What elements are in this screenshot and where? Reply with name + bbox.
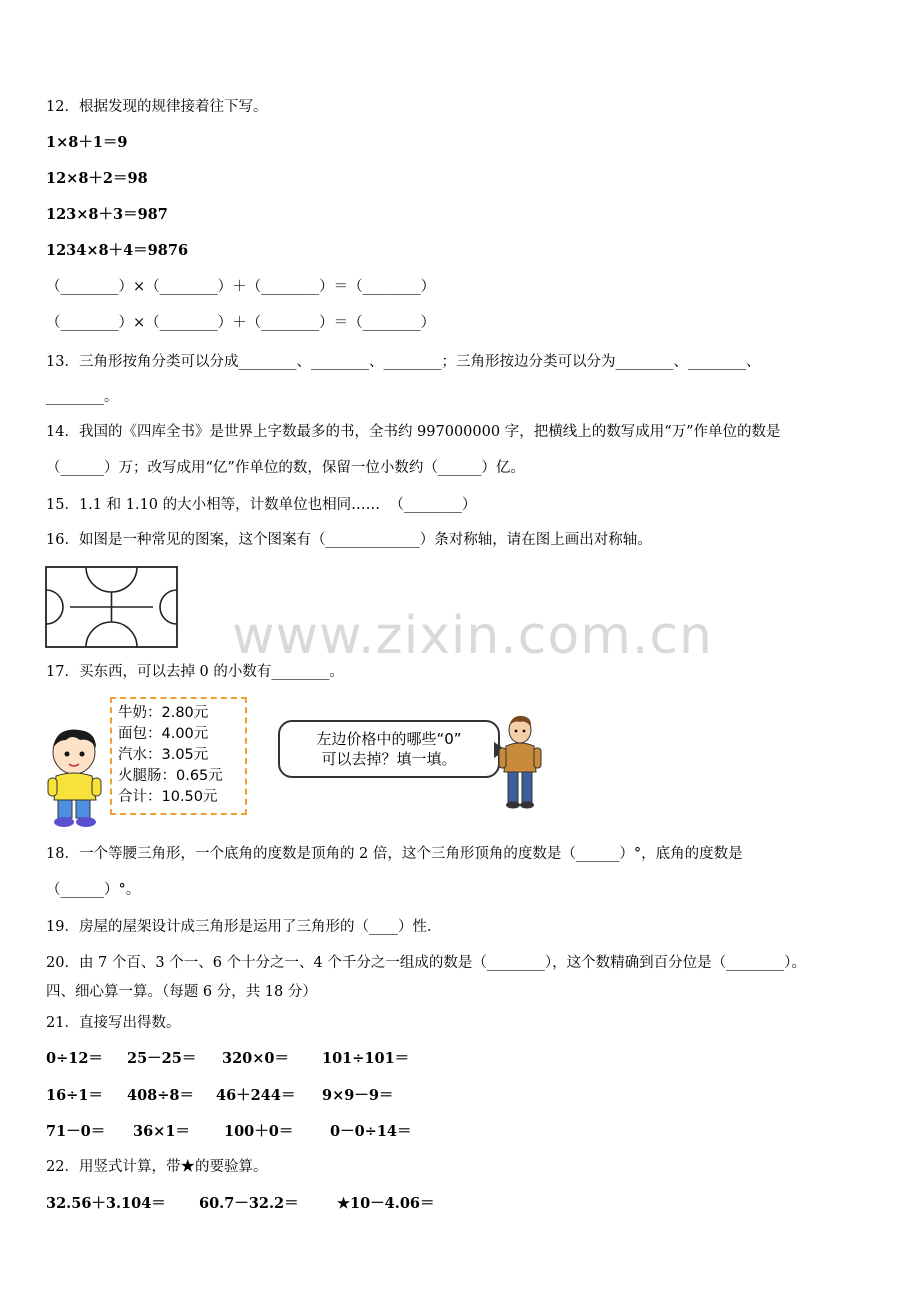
watermark: www.zixin.com.cn xyxy=(232,606,713,666)
q21-r2-c2[interactable]: 408÷8＝ xyxy=(127,1087,195,1104)
q21-r1-c3[interactable]: 320×0＝ xyxy=(222,1050,290,1067)
q13-line-1[interactable]: 13．三角形按角分类可以分成________、________、________；三角形按边分类可以分为________、________、 xyxy=(46,354,761,370)
q16-text[interactable]: 16．如图是一种常见的图案，这个图案有（_____________）条对称轴，请在图上画出对称轴。 xyxy=(46,532,652,548)
price-item-bread: 面包：4.00元 xyxy=(118,726,209,742)
q12-blank-row-2[interactable]: （________）×（________）＋（________）＝（________） xyxy=(46,315,436,331)
q12-row-4: 1234×8＋4＝9876 xyxy=(46,242,189,259)
boy-illustration xyxy=(44,726,106,830)
q22-item-2[interactable]: 60.7－32.2＝ xyxy=(199,1195,299,1212)
q22-prompt: 22．用竖式计算，带★的要验算。 xyxy=(46,1159,268,1175)
q21-r1-c4[interactable]: 101÷101＝ xyxy=(322,1050,410,1067)
q12-prompt: 12．根据发现的规律接着往下写。 xyxy=(46,99,268,115)
q14-line-1: 14．我国的《四库全书》是世界上字数最多的书，全书约 997000000 字，把横线上的数写成用“万”作单位的数是 xyxy=(46,424,781,440)
teacher-illustration xyxy=(498,714,542,810)
q18-line-2[interactable]: （______）°。 xyxy=(46,882,141,898)
q22-item-3[interactable]: ★10－4.06＝ xyxy=(337,1195,435,1212)
q18-line-1[interactable]: 18．一个等腰三角形，一个底角的度数是顶角的 2 倍，这个三角形顶角的度数是（______）°，底角的度数是 xyxy=(46,846,743,862)
q14-line-2[interactable]: （______）万；改写成用“亿”作单位的数，保留一位小数约（______）亿。 xyxy=(46,460,525,476)
q12-blank-row-1[interactable]: （________）×（________）＋（________）＝（________） xyxy=(46,279,436,295)
q19-text[interactable]: 19．房屋的屋架设计成三角形是运用了三角形的（____）性． xyxy=(46,919,442,935)
price-item-sausage: 火腿肠：0.65元 xyxy=(118,768,223,784)
q15-text[interactable]: 15．1.1 和 1.10 的大小相等，计数单位也相同…… （________） xyxy=(46,497,477,513)
q21-r3-c4[interactable]: 0－0÷14＝ xyxy=(330,1123,412,1140)
q13-line-2[interactable]: ________。 xyxy=(46,389,119,405)
speech-bubble xyxy=(278,720,500,778)
q21-r2-c3[interactable]: 46＋244＝ xyxy=(216,1087,296,1104)
price-item-soda: 汽水：3.05元 xyxy=(118,747,209,763)
speech-bubble-line-1: 左边价格中的哪些“0” xyxy=(316,730,462,748)
q21-r3-c3[interactable]: 100＋0＝ xyxy=(224,1123,294,1140)
speech-bubble-line-2: 可以去掉？填一填。 xyxy=(321,750,457,768)
price-item-milk: 牛奶：2.80元 xyxy=(118,705,209,721)
price-list-box xyxy=(110,697,247,815)
price-item-total: 合计：10.50元 xyxy=(118,789,218,805)
q21-prompt: 21．直接写出得数。 xyxy=(46,1015,181,1031)
q17-prompt[interactable]: 17．买东西，可以去掉 0 的小数有________。 xyxy=(46,664,344,680)
q21-r3-c1[interactable]: 71－0＝ xyxy=(46,1123,106,1140)
q21-r1-c2[interactable]: 25－25＝ xyxy=(127,1050,197,1067)
q12-row-1: 1×8＋1＝9 xyxy=(46,134,128,151)
q21-r1-c1[interactable]: 0÷12＝ xyxy=(46,1050,103,1067)
symmetry-pattern-figure[interactable] xyxy=(45,566,178,648)
q22-item-1[interactable]: 32.56＋3.104＝ xyxy=(46,1195,166,1212)
section-4-heading: 四、细心算一算。（每题 6 分，共 18 分） xyxy=(46,984,317,1000)
q20-text[interactable]: 20．由 7 个百、3 个一、6 个十分之一、4 个千分之一组成的数是（________），这个数精确到百分位是（________）。 xyxy=(46,955,806,971)
q21-r2-c1[interactable]: 16÷1＝ xyxy=(46,1087,103,1104)
q12-row-3: 123×8＋3＝987 xyxy=(46,206,168,223)
q21-r2-c4[interactable]: 9×9－9＝ xyxy=(322,1087,394,1104)
q12-row-2: 12×8＋2＝98 xyxy=(46,170,148,187)
q21-r3-c2[interactable]: 36×1＝ xyxy=(133,1123,190,1140)
